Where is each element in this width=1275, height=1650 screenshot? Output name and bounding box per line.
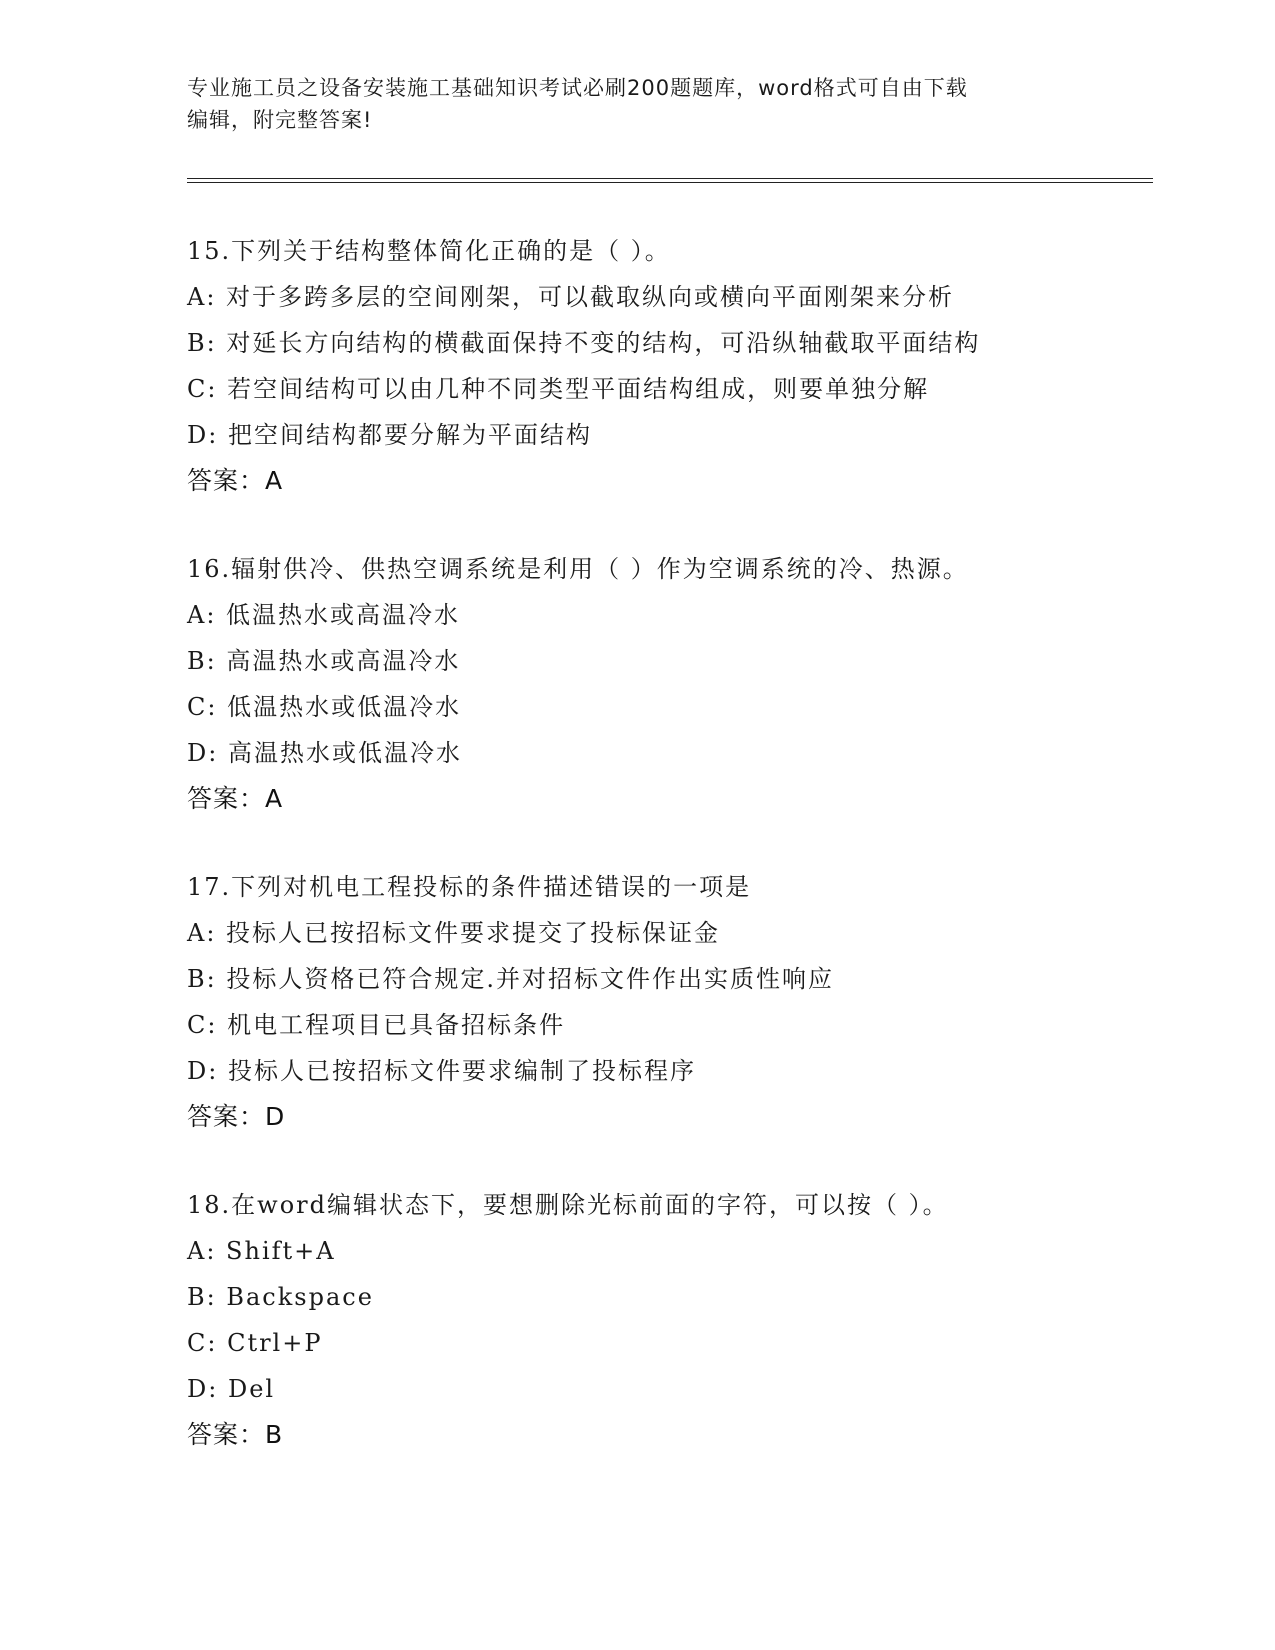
question-stem: 18.在word编辑状态下，要想删除光标前面的字符，可以按（ ）。 — [187, 1191, 949, 1219]
header-divider-top — [187, 178, 1153, 179]
option-d: D: 高温热水或低温冷水 — [187, 739, 462, 767]
option-d: D: Del — [187, 1375, 276, 1403]
option-a: A: Shift+A — [187, 1237, 336, 1265]
answer-label: 答案：A — [187, 784, 284, 813]
option-c: C: 低温热水或低温冷水 — [187, 693, 462, 721]
question-17 — [187, 864, 1187, 1140]
option-d: D: 投标人已按招标文件要求编制了投标程序 — [187, 1057, 696, 1085]
option-a: A: 低温热水或高温冷水 — [187, 601, 461, 629]
option-b: B: 对延长方向结构的横截面保持不变的结构，可沿纵轴截取平面结构 — [187, 329, 981, 357]
option-b: B: Backspace — [187, 1283, 374, 1311]
header-line-1: 专业施工员之设备安装施工基础知识考试必刷200题题库，word格式可自由下载 — [187, 76, 968, 100]
option-c: C: 若空间结构可以由几种不同类型平面结构组成，则要单独分解 — [187, 375, 930, 403]
answer-label: 答案：D — [187, 1102, 286, 1131]
option-c: C: Ctrl+P — [187, 1329, 323, 1357]
answer-label: 答案：A — [187, 466, 284, 495]
question-stem: 17.下列对机电工程投标的条件描述错误的一项是 — [187, 873, 752, 901]
option-d: D: 把空间结构都要分解为平面结构 — [187, 421, 592, 449]
option-b: B: 高温热水或高温冷水 — [187, 647, 461, 675]
option-a: A: 投标人已按招标文件要求提交了投标保证金 — [187, 919, 721, 947]
option-c: C: 机电工程项目已具备招标条件 — [187, 1011, 566, 1039]
question-15 — [187, 228, 1187, 504]
answer-label: 答案：B — [187, 1420, 284, 1449]
question-16 — [187, 546, 1187, 822]
document-header — [187, 72, 1067, 136]
header-line-2: 编辑，附完整答案! — [187, 108, 373, 132]
option-a: A: 对于多跨多层的空间刚架，可以截取纵向或横向平面刚架来分析 — [187, 283, 955, 311]
header-divider-bottom — [187, 182, 1153, 183]
question-stem: 16.辐射供冷、供热空调系统是利用（ ）作为空调系统的冷、热源。 — [187, 555, 969, 583]
option-b: B: 投标人资格已符合规定.并对招标文件作出实质性响应 — [187, 965, 834, 993]
question-18 — [187, 1182, 1187, 1458]
question-stem: 15.下列关于结构整体简化正确的是（ ）。 — [187, 237, 671, 265]
